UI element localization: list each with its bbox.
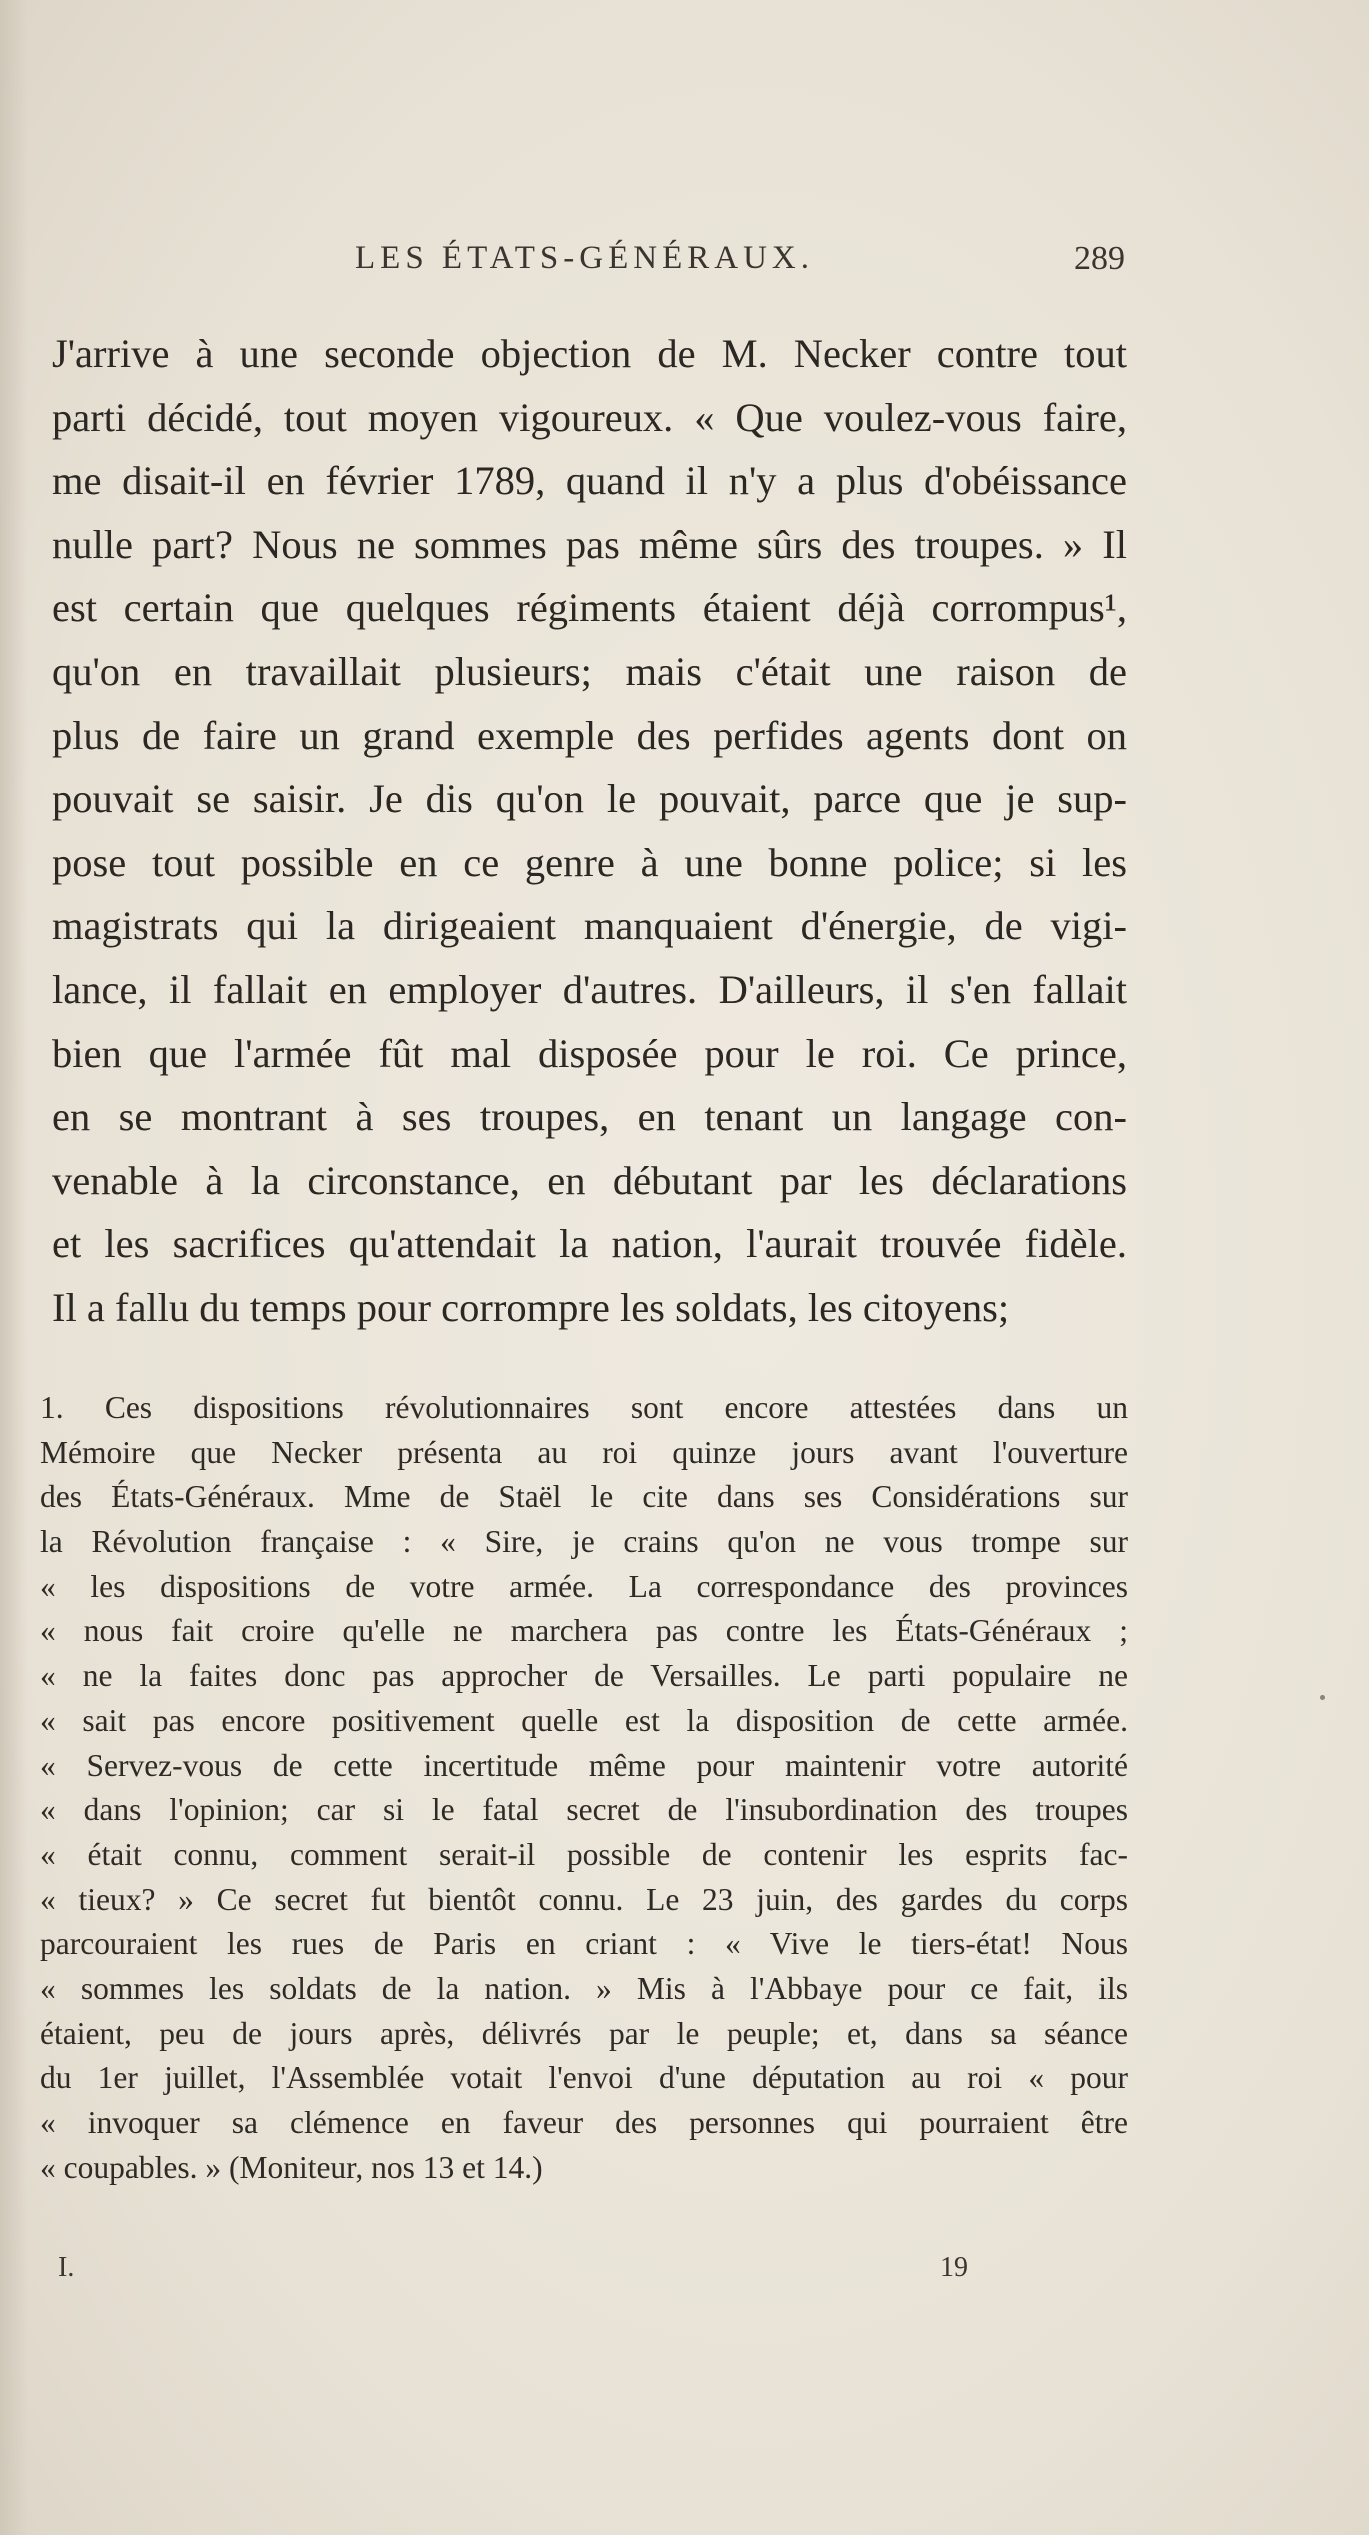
- footnote-line: parcouraient les rues de Paris en criant : « Vive le tiers-état! Nous: [40, 1926, 1128, 1962]
- footnote-line: 1. Ces dispositions révolutionnaires sont encore attestées dans un: [40, 1390, 1128, 1425]
- footnote-line: « nous fait croire qu'elle ne marchera pas contre les États-Généraux ;: [40, 1613, 1128, 1649]
- footnote-line: « les dispositions de votre armée. La correspondance des provinces: [40, 1568, 1128, 1604]
- text-line: J'arrive à une seconde objection de M. Necker contre tout: [52, 331, 1127, 376]
- text-line: Il a fallu du temps pour corrompre les soldats, les citoyens;: [52, 1284, 1010, 1330]
- running-title: LES ÉTATS-GÉNÉRAUX.: [355, 240, 814, 276]
- text-line: pouvait se saisir. Je dis qu'on le pouvait, parce que je sup-: [52, 776, 1127, 822]
- text-line: lance, il fallait en employer d'autres. D'ailleurs, il s'en fallait: [52, 966, 1127, 1012]
- text-line: en se montrant à ses troupes, en tenant un langage con-: [52, 1094, 1127, 1140]
- text-line: et les sacrifices qu'attendait la nation, l'aurait trouvée fidèle.: [52, 1221, 1127, 1267]
- text-line: nulle part? Nous ne sommes pas même sûrs des troupes. » Il: [52, 521, 1127, 567]
- text-line: pose tout possible en ce genre à une bonne police; si les: [52, 839, 1127, 885]
- paper-speck: [1320, 1695, 1325, 1700]
- running-head: [355, 240, 1125, 290]
- footnote-line: « ne la faites donc pas approcher de Versailles. Le parti populaire ne: [40, 1658, 1128, 1694]
- main-text: [52, 322, 1127, 1340]
- footnote-line: « sait pas encore positivement quelle est la disposition de cette armée.: [40, 1702, 1128, 1738]
- footnote-line: « était connu, comment serait-il possible de contenir les esprits fac-: [40, 1836, 1128, 1872]
- text-line: venable à la circonstance, en débutant par les déclarations: [52, 1157, 1127, 1203]
- text-line: qu'on en travaillait plusieurs; mais c'était une raison de: [52, 648, 1127, 694]
- footnote-line: « Servez-vous de cette incertitude même pour maintenir votre autorité: [40, 1747, 1128, 1783]
- footnote-line: « tieux? » Ce secret fut bientôt connu. Le 23 juin, des gardes du corps: [40, 1881, 1128, 1917]
- text-line: me disait-il en février 1789, quand il n'y a plus d'obéissance: [52, 458, 1127, 504]
- footnote-line: « invoquer sa clémence en faveur des personnes qui pourraient être: [40, 2105, 1128, 2140]
- text-line: est certain que quelques régiments étaient déjà corrompus¹,: [52, 585, 1127, 631]
- footnote-line: « dans l'opinion; car si le fatal secret de l'insubordination des troupes: [40, 1792, 1128, 1828]
- footnote-line: des États-Généraux. Mme de Staël le cite dans ses Considérations sur: [40, 1479, 1128, 1515]
- volume-mark: I.: [58, 2252, 75, 2283]
- page-gutter-shadow: [0, 0, 28, 2535]
- footnote-line: « coupables. » (Moniteur, nos 13 et 14.): [40, 2149, 543, 2185]
- text-line: bien que l'armée fût mal disposée pour le roi. Ce prince,: [52, 1030, 1127, 1076]
- page-number: 289: [1074, 240, 1125, 277]
- text-line: parti décidé, tout moyen vigoureux. « Que voulez-vous faire,: [52, 394, 1127, 440]
- printer-signature: [58, 2252, 968, 2292]
- footnote-line: la Révolution française : « Sire, je crains qu'on ne vous trompe sur: [40, 1524, 1128, 1560]
- footnote-line: étaient, peu de jours après, délivrés par le peuple; et, dans sa séance: [40, 2015, 1128, 2051]
- footnote-line: « sommes les soldats de la nation. » Mis à l'Abbaye pour ce fait, ils: [40, 1970, 1128, 2006]
- footnote: [40, 1386, 1128, 2190]
- sheet-number: 19: [940, 2252, 968, 2283]
- text-line: magistrats qui la dirigeaient manquaient d'énergie, de vigi-: [52, 903, 1127, 949]
- footnote-line: du 1er juillet, l'Assemblée votait l'envoi d'une députation au roi « pour: [40, 2060, 1128, 2096]
- footnote-line: Mémoire que Necker présenta au roi quinze jours avant l'ouverture: [40, 1434, 1128, 1470]
- text-line: plus de faire un grand exemple des perfides agents dont on: [52, 712, 1127, 758]
